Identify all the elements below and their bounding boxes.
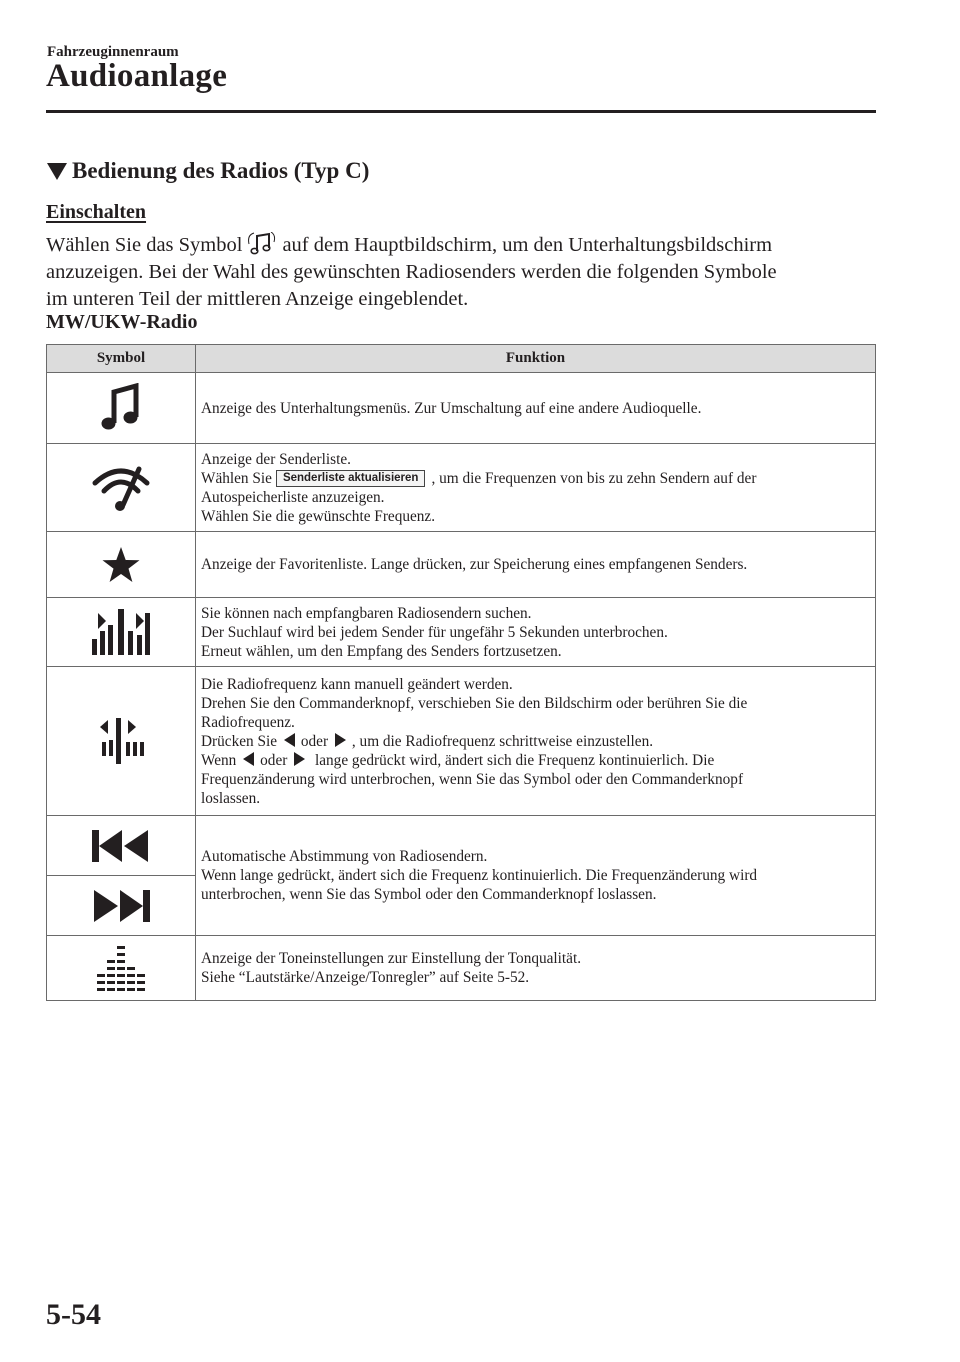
manual-tune-icon — [96, 716, 146, 766]
music-note-icon — [244, 232, 280, 256]
table-row — [47, 816, 876, 876]
table-row — [47, 373, 876, 444]
symbol-cell — [47, 373, 196, 444]
table-row — [47, 667, 876, 816]
seek-forward-icon — [90, 886, 152, 926]
description-cell: Automatische Abstimmung von Radiosendern. Wenn lange gedrückt, ändert sich die Frequenz kontinuierlich. Die Frequenzänderung wird unterbrochen, wenn Sie das Symbol oder den Commanderknopf loslassen. — [196, 816, 876, 936]
symbol-cell — [47, 936, 196, 1001]
equalizer-icon — [93, 944, 149, 992]
table-row — [47, 532, 876, 598]
station-list-icon — [91, 463, 151, 513]
heading-text: Bedienung des Radios (Typ C) — [72, 158, 370, 183]
symbol-cell — [47, 816, 196, 876]
header-symbol: Symbol — [47, 345, 196, 373]
description-cell: Anzeige der Toneinstellungen zur Einstellung der Tonqualität. Siehe “Lautstärke/Anzeige/Tonregler” auf Seite 5-52. — [196, 936, 876, 1001]
table-row — [47, 444, 876, 532]
intro-paragraph: Wählen Sie das Symbol auf dem Hauptbildschirm, um den Unterhaltungsbildschirm anzuzeigen. Bei der Wahl des gewünschten Radiosenders werden die folgenden Symbole im unteren Teil der mittleren Anzeige eingeblendet. — [46, 234, 777, 310]
update-station-list-button[interactable]: Senderliste aktualisieren — [276, 470, 426, 487]
symbol-cell — [47, 667, 196, 816]
description-cell: Die Radiofrequenz kann manuell geändert werden. Drehen Sie den Commanderknopf, verschieben Sie den Bildschirm oder berühren Sie die Radiofrequenz. Drücken Sie oder , um die Radiofrequenz schrittweise einzustellen. Wenn oder lange gedrückt wird, ändert sich die Frequenz kontinuierlich. Die Frequenzänderung wird unterbrochen, wenn Sie das Symbol oder den Commanderknopf loslassen. — [196, 667, 876, 816]
triangle-right-icon — [334, 733, 347, 747]
seek-back-icon — [90, 826, 152, 866]
symbol-cell — [47, 532, 196, 598]
scan-icon — [90, 607, 152, 657]
function-table — [46, 344, 876, 1001]
radio-type-label: MW/UKW-Radio — [46, 311, 198, 333]
triangle-left-icon — [242, 752, 255, 766]
symbol-cell — [47, 876, 196, 936]
section-label: Fahrzeuginnenraum — [47, 44, 179, 60]
chapter-title: Audioanlage — [46, 58, 228, 94]
triangle-down-icon — [46, 161, 68, 181]
music-note-icon — [97, 383, 145, 433]
description-cell: Anzeige der Favoritenliste. Lange drücken, zur Speicherung eines empfangenen Senders. — [196, 532, 876, 598]
header-rule — [46, 110, 876, 113]
table-row — [47, 936, 876, 1001]
subheading: Einschalten — [46, 201, 147, 223]
description-cell: Sie können nach empfangbaren Radiosendern suchen. Der Suchlauf wird bei jedem Sender für ungefähr 5 Sekunden unterbrochen. Erneut wählen, um den Empfang des Senders fortzusetzen. — [196, 598, 876, 667]
triangle-right-icon — [293, 752, 306, 766]
symbol-cell — [47, 444, 196, 532]
symbol-cell — [47, 598, 196, 667]
triangle-left-icon — [283, 733, 296, 747]
table-row — [47, 598, 876, 667]
header-function: Funktion — [196, 345, 876, 373]
page-number: 5-54 — [46, 1298, 101, 1331]
description-cell: Anzeige der Senderliste. Wählen Sie Senderliste aktualisieren , um die Frequenzen von bis zu zehn Sendern auf der Autospeicherliste anzuzeigen. Wählen Sie die gewünschte Frequenz. — [196, 444, 876, 532]
description-cell: Anzeige des Unterhaltungsmenüs. Zur Umschaltung auf eine andere Audioquelle. — [196, 373, 876, 444]
section-heading — [46, 158, 369, 184]
star-icon — [101, 545, 141, 585]
